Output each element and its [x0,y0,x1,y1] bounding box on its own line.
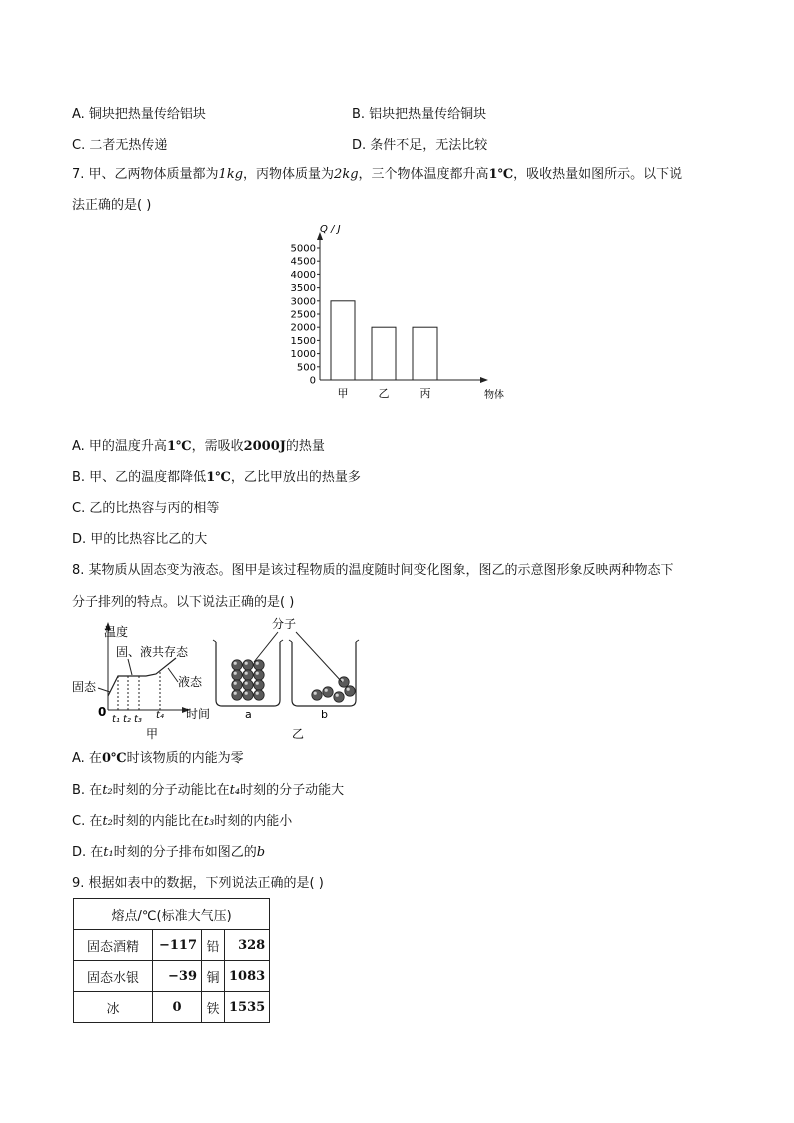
table-cell: −39 [153,961,202,992]
tick-t2: t₂ [123,714,131,725]
chart-bars [331,301,437,400]
table-cell: −117 [153,930,202,961]
q6-option-a: A. 铜块把热量传给铝块 [72,107,206,122]
molecule [312,690,322,700]
molecule [339,677,349,687]
label-liquid: 液态 [178,675,203,689]
y-tick-label: 4500 [290,256,316,268]
molecule-highlight [245,662,248,665]
table-header-row [74,899,270,930]
molecule [232,660,242,670]
molecule-highlight [336,694,339,697]
table-cell: 固态酒精 [74,930,153,961]
q7-option-b [72,469,361,487]
table-cell: 铅 [202,930,225,961]
y-tick-label: 500 [296,362,316,374]
bar [331,301,355,380]
q8-option-b [72,782,344,800]
q8-a-temp: 0℃ [101,751,127,766]
molecule-highlight [256,692,259,695]
q8-b-text: 时刻的分子动能比在 [112,783,230,798]
q9-stem: 9. 根据如表中的数据，下列说法正确的是( ) [72,876,324,891]
q8-stem-line2: 分子排列的特点。以下说法正确的是( ) [72,595,295,610]
q7-a-text: ，需吸收 [191,439,244,454]
table-row [74,992,270,1023]
y-tick-label: 3500 [290,283,316,295]
q6-row-ab [72,103,712,121]
q7-mass1: 1kg [218,167,244,182]
q8-d-time: t₁ [103,845,114,860]
q8-stem-line1: 8. 某物质从固态变为液态。图甲是该过程物质的温度随时间变化图象，图乙的示意图形象反映两种物态下 [72,563,674,578]
q7-b-text: ，乙比甲放出的热量多 [230,470,361,485]
q7-option-c: C. 乙的比热容与丙的相等 [72,501,220,516]
molecule [243,660,253,670]
bar [372,327,396,380]
y-tick-label: 1500 [290,335,316,347]
q8-c-text: 时刻的内能比在 [112,814,204,829]
q8-b-time-a: t₂ [102,783,113,798]
molecule [232,680,242,690]
table-cell: 铁 [202,992,225,1023]
molecule [334,692,344,702]
q7-a-text: 的热量 [285,439,325,454]
leader-molecule-a [254,632,278,662]
q7-a-heat: 2000J [243,439,286,454]
q8-option-c [72,813,292,831]
q8-a-text: 时该物质的内能为零 [126,751,244,766]
molecule [243,690,253,700]
q7-stem-line2: 法正确的是( ) [72,198,152,213]
molecule-highlight [234,682,237,685]
q6-option-d: D. 条件不足，无法比较 [352,138,488,153]
molecule-highlight [245,672,248,675]
q8-d-text: 时刻的分子排布如图乙的 [113,845,257,860]
q8-option-d [72,844,265,862]
x-tick-label: 乙 [378,387,390,400]
beaker-b [292,642,356,706]
q7-option-a [72,438,325,456]
x-tick-label: 丙 [419,387,431,400]
label-solid: 固态 [72,680,97,694]
q7-stem-line1 [72,166,682,184]
molecule [254,660,264,670]
q8-c-text: C. 在 [72,814,103,829]
y-tick-label: 2500 [290,309,316,321]
molecule [323,687,333,697]
q8-c-text: 时刻的内能小 [214,814,293,829]
molecule [345,686,355,696]
molecule-highlight [314,692,317,695]
table-row [74,961,270,992]
table-cell: 0 [153,992,202,1023]
molecules-liquid [312,677,355,702]
beaker-a-rim [213,640,283,642]
q6-row-cd [72,134,712,152]
molecule-highlight [234,692,237,695]
label-mixed: 固、液共存态 [116,645,189,659]
molecule [254,690,264,700]
molecule-highlight [256,672,259,675]
table-cell: 1535 [225,992,270,1023]
leader-molecule-b [296,632,342,682]
q7-a-temp: 1℃ [166,439,192,454]
y-tick-label: 1000 [290,349,316,361]
caption-yi: 乙 [292,727,305,741]
q6-option-b: B. 铝块把热量传给铜块 [352,107,487,122]
molecules-solid [232,660,264,700]
molecule-highlight [234,672,237,675]
x-tick-label: 甲 [337,387,349,400]
molecule-highlight [234,662,237,665]
tick-t1: t₁ [112,714,120,725]
molecule-highlight [256,682,259,685]
molecule [254,680,264,690]
table-header: 熔点/℃(标准大气压) [74,899,270,930]
q7-mass2: 2kg [334,167,359,182]
molecule-highlight [256,662,259,665]
q8-d-letter: b [256,845,266,860]
molecule [232,670,242,680]
y-tick-label: 2000 [290,322,316,334]
q7-bar-chart [270,218,530,408]
q8-b-time-b: t₄ [229,783,241,798]
molecule [232,690,242,700]
q8-a-text: A. 在 [72,751,102,766]
chart-x-label: 物体 [484,390,504,401]
molecule [243,670,253,680]
q7-stem-text: 7. 甲、乙两物体质量都为 [72,167,219,182]
molecule [243,680,253,690]
label-a: a [245,708,252,721]
label-molecule: 分子 [272,617,297,631]
q8-c-time-b: t₃ [203,814,215,829]
q7-stem-text: ，吸收热量如图所示。以下说 [513,167,683,182]
q7-b-text: B. 甲、乙的温度都降低 [72,470,207,485]
melting-point-table [73,898,270,1023]
q7-stem-text: ，丙物体质量为 [243,167,335,182]
q6-option-c: C. 二者无热传递 [72,138,168,153]
q8-c-time-a: t₂ [102,814,113,829]
q7-a-text: A. 甲的温度升高 [72,439,167,454]
table-cell: 1083 [225,961,270,992]
graph-origin: 0 [98,705,107,719]
table-cell: 328 [225,930,270,961]
y-tick-label: 5000 [290,243,316,255]
q8-option-a [72,750,244,768]
y-tick-label: 0 [309,375,316,387]
tick-t4: t₄ [156,710,164,721]
molecule-highlight [245,692,248,695]
q7-temp-rise: 1℃ [488,167,514,182]
graph-x-label: 时间 [186,707,211,721]
table-cell: 冰 [74,992,153,1023]
chart-x-arrow [480,377,488,383]
q8-b-text: B. 在 [72,783,103,798]
chart-y-label: Q / J [320,224,341,235]
chart-ticks [291,244,320,387]
beaker-b-rim [289,640,359,642]
leader-mixed [128,659,132,675]
q7-stem-text: ，三个物体温度都升高 [358,167,489,182]
label-b: b [321,708,328,721]
caption-jia: 甲 [146,727,159,741]
molecule-highlight [347,688,350,691]
graph-y-label: 温度 [104,625,129,639]
q8-b-text: 时刻的分子动能大 [240,783,345,798]
molecule [254,670,264,680]
leader-liquid [168,668,178,682]
molecule-highlight [325,689,328,692]
q8-d-text: D. 在 [72,845,104,860]
q7-b-temp: 1℃ [206,470,231,485]
y-tick-label: 3000 [290,296,316,308]
table-cell: 铜 [202,961,225,992]
molecule-highlight [245,682,248,685]
y-tick-label: 4000 [290,269,316,281]
table-row [74,930,270,961]
table-cell: 固态水银 [74,961,153,992]
tick-t3: t₃ [134,714,142,725]
bar [413,327,437,380]
q8-figure [66,612,376,742]
q7-option-d: D. 甲的比热容比乙的大 [72,532,208,547]
